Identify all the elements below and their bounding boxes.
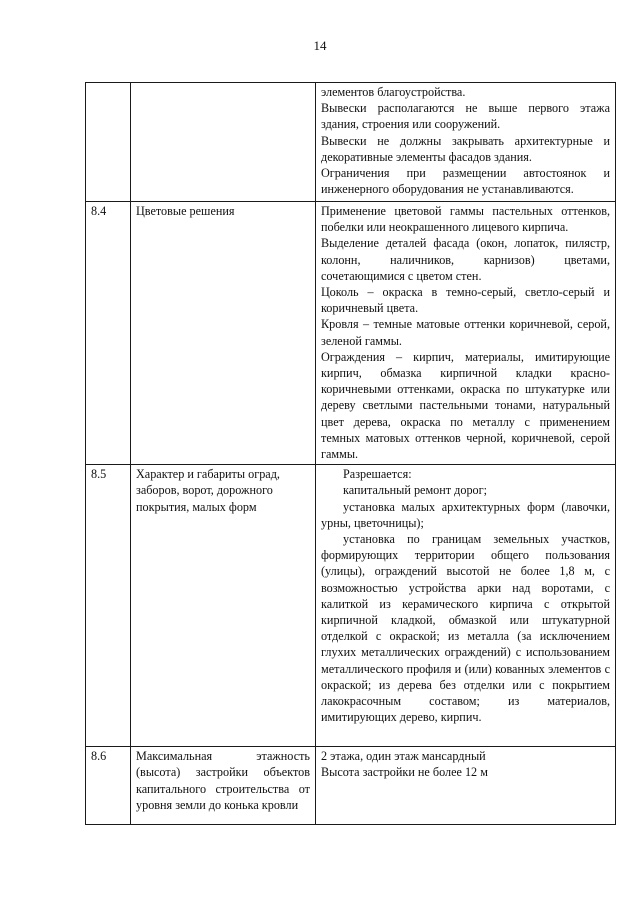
row-description-cell [316,83,616,202]
table-row [86,202,616,465]
description-paragraph: Ограничения при размещении автостоянок и инженерного оборудования не устанавливаются. [321,166,610,197]
row-number-cell [86,83,131,202]
row-description-cell [316,465,616,747]
row-name-cell: Характер и габариты оград, заборов, ворот, дорожного покрытия, малых форм [131,465,316,747]
row-name-cell [131,83,316,202]
description-paragraph: Выделение деталей фасада (окон, лопаток, пилястр, колонн, наличников, карнизов) цветами, сочетающимися с цветом стен. [321,236,610,283]
description-paragraph: установка малых архитектурных форм (лавочки, урны, цветочницы); [321,499,610,530]
description-paragraph: Ограждения – кирпич, материалы, имитирующие кирпич, обмазка кирпичной кладки красно-коричневыми оттенками, окраска по штукатурке или дереву светлыми пастельными тонами, натуральный цвет дерева, окраска по металлу с применением темных матовых оттенков черной, коричневой, серой гаммы. [321,349,610,462]
row-number-cell: 8.5 [86,465,131,747]
page-number: 14 [313,38,327,53]
description-paragraph: Высота застройки не более 12 м [321,765,488,780]
row-name-cell: Цветовые решения [131,202,316,465]
description-paragraph: капитальный ремонт дорог; [343,483,488,498]
table-row [86,83,616,202]
table-row [86,465,616,747]
description-paragraph: Цоколь – окраска в темно-серый, светло-серый и коричневый цвета. [321,285,610,316]
description-paragraph: Вывески не должны закрывать архитектурные и декоративные элементы фасадов здания. [321,133,610,164]
description-paragraph: Вывески располагаются не выше первого этажа здания, строения или сооружений. [321,101,610,132]
table-row [86,747,616,825]
description-paragraph: 2 этажа, один этаж мансардный [321,749,486,764]
regulations-table [85,82,616,825]
row-name-cell: Максимальная этажность (высота) застройки объектов капитального строительства от уровня земли до конька кровли [131,747,316,825]
row-number-cell: 8.6 [86,747,131,825]
description-paragraph: элементов благоустройства. [321,85,466,99]
description-paragraph: Разрешается: [343,467,412,482]
description-paragraph: Применение цветовой гаммы пастельных оттенков, побелки или неокрашенного лицевого кирпича. [321,204,610,235]
description-paragraph: Кровля – темные матовые оттенки коричневой, серой, зеленой гаммы. [321,317,610,348]
row-description-cell [316,202,616,465]
description-paragraph: установка по границам земельных участков, формирующих территории общего пользования (улицы), ограждений высотой не более 1,8 м, с возможностью устройства арки над воротами, с калиткой из керамического кирпича с открытой кирпичной кладкой, обмазкой или штукатурной отделкой с окраской; из металла (за исключением глухих металлических ограждений) с использованием металлического профиля и (или) кованных элементов с окраской; из дерева без отделки или с покрытием лакокрасочным составом; из материалов, имитирующих дерево, кирпич. [321,532,610,725]
row-number-cell: 8.4 [86,202,131,465]
row-description-cell [316,747,616,825]
